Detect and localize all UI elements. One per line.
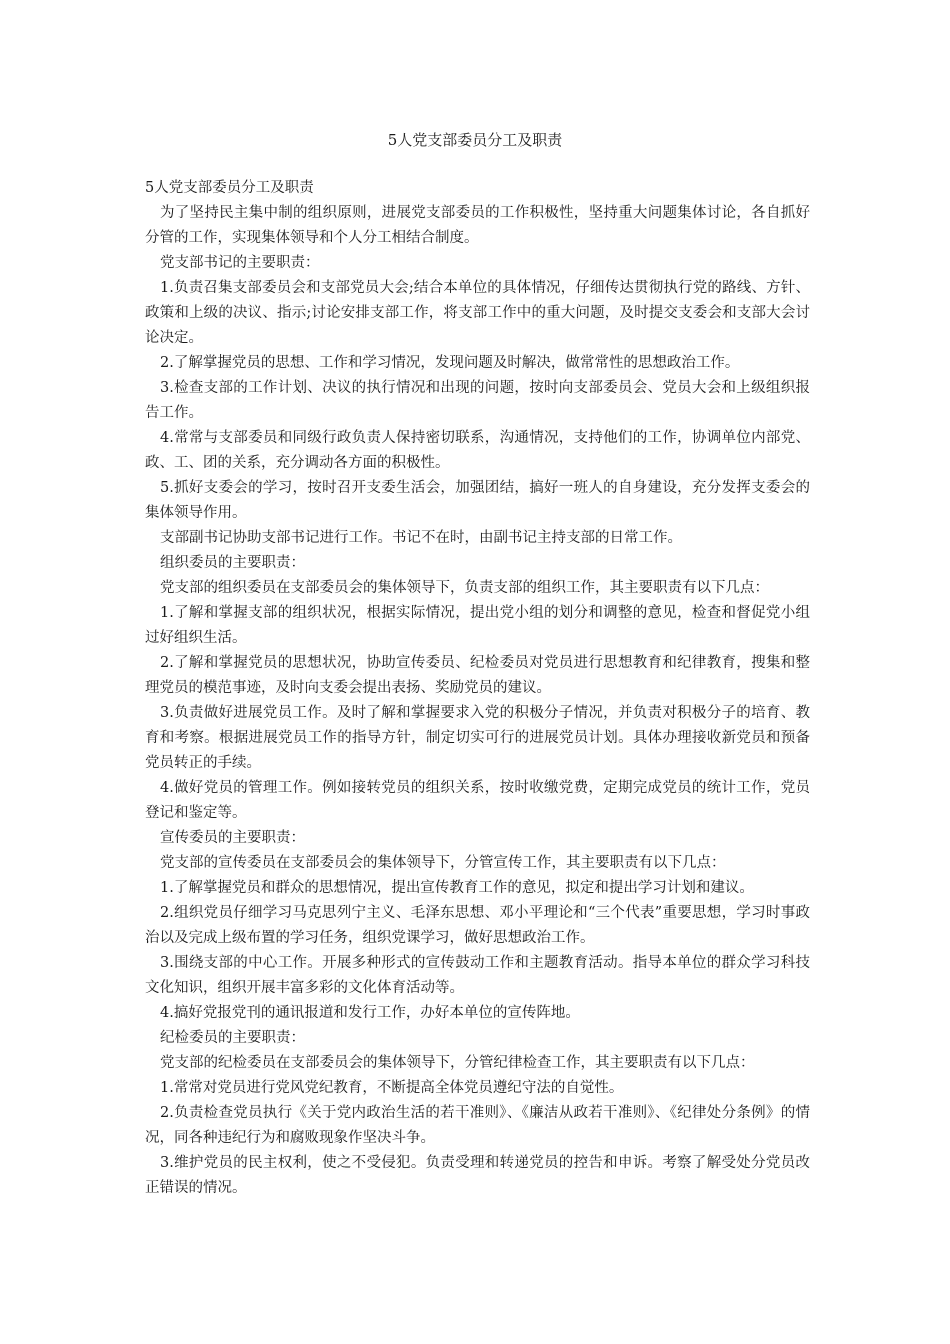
paragraph: 2.组织党员仔细学习马克思列宁主义、毛泽东思想、邓小平理论和“三个代表”重要思想，学习时事政治以及完成上级布置的学习任务，组织党课学习，做好思想政治工作。: [145, 905, 810, 946]
paragraph: 组织委员的主要职责：: [160, 555, 305, 571]
paragraph: 5.抓好支委会的学习，按时召开支委生活会，加强团结，搞好一班人的自身建设，充分发挥支委会的集体领导作用。: [145, 480, 810, 521]
paragraph: 党支部的纪检委员在支部委员会的集体领导下，分管纪律检查工作，其主要职责有以下几点：: [160, 1055, 755, 1071]
paragraph: 2.了解和掌握党员的思想状况，协助宣传委员、纪检委员对党员进行思想教育和纪律教育，搜集和整理党员的模范事迹，及时向支委会提出表扬、奖励党员的建议。: [145, 655, 810, 696]
paragraph: 党支部的宣传委员在支部委员会的集体领导下，分管宣传工作，其主要职责有以下几点：: [160, 855, 726, 871]
paragraph: 宣传委员的主要职责：: [160, 830, 305, 846]
paragraph: 2.负责检查党员执行《关于党内政治生活的若干准则》、《廉洁从政若干准则》、《纪律处分条例》的情况，同各种违纪行为和腐败现象作坚决斗争。: [145, 1105, 810, 1146]
paragraph: 为了坚持民主集中制的组织原则，进展党支部委员的工作积极性，坚持重大问题集体讨论，各自抓好分管的工作，实现集体领导和个人分工相结合制度。: [145, 205, 810, 246]
paragraph: 党支部书记的主要职责：: [160, 255, 320, 271]
paragraph: 1.负责召集支部委员会和支部党员大会;结合本单位的具体情况，仔细传达贯彻执行党的路线、方针、政策和上级的决议、指示;讨论安排支部工作，将支部工作中的重大问题，及时提交支委会和支部大会讨论决定。: [145, 280, 810, 346]
document-title: 5人党支部委员分工及职责: [387, 131, 563, 149]
paragraph: 3.围绕支部的中心工作。开展多种形式的宣传鼓动工作和主题教育活动。指导本单位的群众学习科技文化知识，组织开展丰富多彩的文化体育活动等。: [145, 955, 810, 996]
paragraph: 5人党支部委员分工及职责: [145, 180, 314, 196]
paragraph: 4.搞好党报党刊的通讯报道和发行工作，办好本单位的宣传阵地。: [160, 1005, 580, 1021]
paragraph: 3.检查支部的工作计划、决议的执行情况和出现的问题，按时向支部委员会、党员大会和上级组织报告工作。: [145, 380, 810, 421]
paragraph: 1.了解和掌握支部的组织状况，根据实际情况，提出党小组的划分和调整的意见，检查和督促党小组过好组织生活。: [145, 605, 810, 646]
document-body: [145, 176, 810, 1201]
paragraph: 4.做好党员的管理工作。例如接转党员的组织关系，按时收缴党费，定期完成党员的统计工作，党员登记和鉴定等。: [145, 780, 810, 821]
paragraph: 3.负责做好进展党员工作。及时了解和掌握要求入党的积极分子情况，并负责对积极分子的培育、教育和考察。根据进展党员工作的指导方针，制定切实可行的进展党员计划。具体办理接收新党员和预备党员转正的手续。: [145, 705, 810, 771]
paragraph: 1.了解掌握党员和群众的思想情况，提出宣传教育工作的意见，拟定和提出学习计划和建议。: [160, 880, 754, 896]
paragraph: 支部副书记协助支部书记进行工作。书记不在时，由副书记主持支部的日常工作。: [160, 530, 682, 546]
paragraph: 1.常常对党员进行党风党纪教育，不断提高全体党员遵纪守法的自觉性。: [160, 1080, 624, 1096]
paragraph: 党支部的组织委员在支部委员会的集体领导下，负责支部的组织工作，其主要职责有以下几点：: [160, 580, 769, 596]
paragraph: 3.维护党员的民主权利，使之不受侵犯。负责受理和转递党员的控告和申诉。考察了解受处分党员改正错误的情况。: [145, 1155, 810, 1196]
paragraph: 2.了解掌握党员的思想、工作和学习情况，发现问题及时解决，做常常性的思想政治工作。: [160, 355, 740, 371]
paragraph: 4.常常与支部委员和同级行政负责人保持密切联系，沟通情况，支持他们的工作，协调单位内部党、政、工、团的关系，充分调动各方面的积极性。: [145, 430, 810, 471]
paragraph: 纪检委员的主要职责：: [160, 1030, 305, 1046]
